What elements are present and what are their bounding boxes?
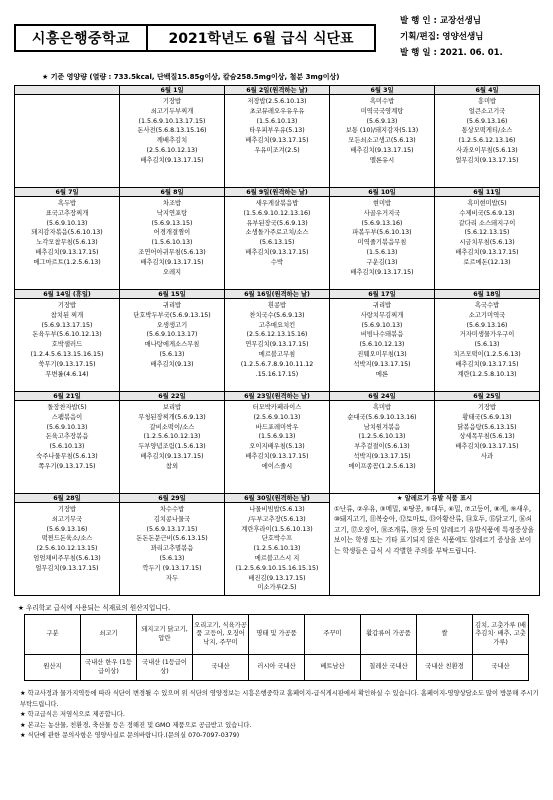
menu-day-cell xyxy=(120,188,225,290)
menu-day-cell xyxy=(225,188,330,290)
menu-items xyxy=(15,197,119,289)
menu-item: 배추김치(9.13.17.15) xyxy=(245,452,309,460)
menu-item: 배추김치(9.13.17.15) xyxy=(350,146,414,154)
origin-value-cell: 국내산 한우 (1등급이상) xyxy=(81,655,137,681)
note-line: ★ 본교는 농산물, 친환경, 축산물 등은 정해진 및 GMO 제품으로 공급받고 있습니다. xyxy=(20,721,252,729)
menu-week-row xyxy=(15,86,540,188)
origin-header-cell: 쇠고기 xyxy=(81,615,137,655)
allergy-notice xyxy=(330,494,540,596)
menu-item: 석박지(9.13.17.15) xyxy=(353,452,411,460)
menu-item: 닭볶음탕(5.6.13.15) xyxy=(457,423,517,431)
day-label: 6월 24일 xyxy=(330,392,434,401)
menu-day-cell xyxy=(15,392,120,494)
menu-items xyxy=(330,95,434,187)
menu-item: 배추김치(9.13.17.15) xyxy=(245,137,309,145)
day-label: 6월 11일 xyxy=(435,188,539,197)
menu-item: 상세목무침(5.6.13) xyxy=(459,433,515,441)
header xyxy=(14,10,540,66)
menu-item: 사과오이무침(5.6.13) xyxy=(456,146,518,154)
menu-item: 호박샐러드 xyxy=(51,341,83,349)
menu-items xyxy=(15,95,119,187)
menu-day-cell xyxy=(435,188,540,290)
menu-item: 숙주나물무침(5.6.13) xyxy=(36,452,98,460)
menu-item: 오레지 xyxy=(162,268,182,276)
menu-item: (1.2.5.6.10.12.13) xyxy=(143,433,201,441)
menu-item: (5.6.9.13.15) xyxy=(151,219,193,227)
menu-day-cell xyxy=(435,290,540,392)
menu-item: (5.6.9.13.17.15) xyxy=(41,321,93,329)
menu-item: 계란후라이(1.5.6.10.13) xyxy=(241,525,313,533)
menu-item: 돼지감자볶음(5.6.10.13) xyxy=(31,229,103,237)
menu-item: 노각모참무침(5.6.13) xyxy=(36,239,98,247)
menu-item: 터모박카페라이스 xyxy=(252,404,302,411)
menu-item: 새우게살볶음밥 xyxy=(255,200,299,207)
menu-day-cell xyxy=(120,86,225,188)
menu-item: 흑두밥 xyxy=(57,200,77,207)
menu-day-cell xyxy=(330,188,435,290)
notes xyxy=(14,689,540,742)
origin-header-cell: 쌀 xyxy=(417,615,473,655)
menu-item: 흥미밥 xyxy=(477,98,497,105)
menu-item: 통상모떡게티/소스 xyxy=(461,127,513,135)
menu-items xyxy=(330,401,434,493)
menu-items xyxy=(120,503,224,595)
origin-header-cell: 명태 및 가공품 xyxy=(249,615,305,655)
menu-item: (1.5.6.9.10.13.17.15) xyxy=(138,117,206,125)
menu-item: (1.2.5.6.9.10.15.16.15.15) xyxy=(235,564,319,572)
menu-item: 진퉤오미무침(13) xyxy=(357,350,407,358)
menu-item: 어경개결찜이 xyxy=(153,229,191,237)
menu-items xyxy=(435,95,539,187)
origin-value-cell: 칠레산 국내산 xyxy=(361,655,417,681)
menu-item: 흑미밥 xyxy=(372,404,392,411)
day-label: 6월 29일 xyxy=(120,494,224,503)
menu-item: 모든쇠소고생고(5.6.13) xyxy=(348,137,416,145)
allergy-header: ★ 알레르기 유발 식품 표시 xyxy=(396,495,473,502)
origin-table xyxy=(24,614,529,681)
origin-value-cell: 국내산 (1등급이상) xyxy=(137,655,193,681)
menu-item: 소생돌가주로고치/소스 xyxy=(245,229,309,237)
menu-item: 얼무김치(9.13.17.15) xyxy=(455,156,519,164)
menu-day-cell xyxy=(435,392,540,494)
day-label: 6월 8일 xyxy=(120,188,224,197)
origin-value-cell: 국내산 xyxy=(473,655,529,681)
menu-week-row xyxy=(15,392,540,494)
menu-item: (5.6.9.10.13) xyxy=(361,321,403,329)
menu-item: (2.5.6.12.13.15.16) xyxy=(246,331,308,339)
menu-item: 오이지배우침(5.13) xyxy=(249,443,305,451)
menu-item: 배추김치(9.13.17.15) xyxy=(245,248,309,256)
menu-day-cell xyxy=(330,86,435,188)
menu-item: 미소가루(2.5) xyxy=(257,584,297,592)
menu-item: 흑미수밥 xyxy=(369,98,395,105)
menu-item: (5.6.13) xyxy=(159,350,185,358)
menu-item: (1.2.5.6.10.13) xyxy=(358,433,406,441)
nutrition-standard: ★ 기준 영양량 (열량 : 733.5kcal, 단백질15.85g이상, 칼슘258.5mg이상, 철분 3mg이상) xyxy=(42,73,340,81)
menu-items xyxy=(330,299,434,391)
menu-items xyxy=(120,197,224,289)
menu-item: (5.6.9.13.16) xyxy=(466,117,508,125)
menu-item: 수박 xyxy=(270,258,284,266)
menu-item: (5.6.9.10.13.17) xyxy=(146,331,198,339)
day-label: 6월 10일 xyxy=(330,188,434,197)
origin-header-cell: 주꾸미 xyxy=(305,615,361,655)
day-label: 6월 1일 xyxy=(120,86,224,95)
menu-sheet xyxy=(14,10,540,742)
menu-item: 쇠고기무국 xyxy=(51,515,83,523)
menu-item: 순대국(5.6.9.10.13.16) xyxy=(347,413,417,421)
menu-item: (5.6.9.10.13) xyxy=(46,423,88,431)
menu-day-cell xyxy=(15,86,120,188)
menu-item: 찬치국수(5.6.9.13) xyxy=(249,311,305,319)
menu-item: (5.6.13) xyxy=(474,341,500,349)
menu-item: 쑥무기(9.13.17.15) xyxy=(38,360,96,368)
menu-item: 오생생고기 xyxy=(156,321,188,329)
origin-header-cell: 오리고기, 식육가공품 고등어, 오징어 낙지, 주꾸미 xyxy=(193,615,249,655)
menu-item: 꽈리고추멸볶음 xyxy=(150,545,194,553)
menu-item: 갈비소떡이/소스 xyxy=(149,423,195,431)
day-label: 6월 17일 xyxy=(330,290,434,299)
day-label: 6월 18일 xyxy=(435,290,539,299)
note-line: ★ 학교사정과 물가지역등에 따라 식단이 변경될 수 있으며 위 식단의 영양정보는 시흥은행중학교 홈페이지-급식게시판에서 확인하실 수 있습니다. 홈페이지-영양상담소도 많이 방문해 주시기 부탁드립니다. xyxy=(20,690,539,708)
menu-item: 배진김(9.13.17.15) xyxy=(248,574,306,582)
menu-items xyxy=(15,401,119,493)
menu-item: (1.2.4.5.6.13.15.16.15) xyxy=(30,350,104,358)
menu-item: 시금치무침(5.6.13) xyxy=(459,239,515,247)
menu-item: 돈돈돈문근비(5.6.13.15) xyxy=(136,535,208,543)
menu-item: 우유미조겨(2.5) xyxy=(254,146,300,154)
menu-item: 메르블고스시 지 xyxy=(254,554,300,562)
menu-item: 기장밥 xyxy=(57,506,77,513)
menu-item: (5.6.10.13) xyxy=(49,443,85,451)
menu-item: 매나탕에게소스무침 xyxy=(144,341,200,349)
origin-header-cell: 구분 xyxy=(25,615,81,655)
menu-item: 자두 xyxy=(165,574,179,582)
origin-value-row xyxy=(25,655,529,681)
menu-items xyxy=(120,299,224,391)
menu-item: 배추김치(9.13.17.15) xyxy=(455,248,519,256)
school-name: 시흥은행중학교 xyxy=(14,24,146,52)
menu-items xyxy=(120,401,224,493)
menu-item: /두부고추장(5.6.13) xyxy=(248,515,306,523)
origin-value-cell: 국내산 xyxy=(193,655,249,681)
menu-item: 표국고추장찌개 xyxy=(45,209,89,217)
menu-item: (5.6.9.13.16) xyxy=(361,219,403,227)
menu-item: 메그마르트(1.2.5.6.13) xyxy=(33,258,101,266)
menu-week-row xyxy=(15,494,540,596)
menu-item: 떡찐드돈육소/소스 xyxy=(41,535,93,543)
menu-item: (1.5.6.13) xyxy=(366,248,398,256)
menu-item: 남치원겨볶음 xyxy=(363,423,401,431)
menu-items xyxy=(330,197,434,289)
publisher: 발 행 인 : 교장선생님 xyxy=(400,16,481,26)
menu-item: 메론 xyxy=(375,370,389,378)
menu-item: (1.5.6.10.13) xyxy=(151,239,193,247)
day-label: 6월 25일 xyxy=(435,392,539,401)
menu-item: 황태국(5.6.9.13) xyxy=(462,413,512,421)
day-label: 6월 30일(원격하는 날) xyxy=(225,494,329,503)
menu-item: 보리밥 xyxy=(162,404,182,411)
menu-items xyxy=(435,299,539,391)
menu-items xyxy=(435,401,539,493)
menu-item: (2.5.6.10.12.13) xyxy=(146,146,198,154)
day-label: 6월 2일(원격하는 날) xyxy=(225,86,329,95)
menu-item: 비빔나수돼볶음 xyxy=(360,331,404,339)
menu-item: 깨배추김치 xyxy=(156,137,188,145)
menu-item: 거자미생물가우구이 xyxy=(459,331,515,339)
menu-item: 같다리 소스돼지구이 xyxy=(458,219,516,227)
menu-item: 돈육두부(5.6.10.12.13) xyxy=(32,331,102,339)
menu-item: (5.6.9.13.16) xyxy=(46,525,88,533)
menu-day-cell xyxy=(330,392,435,494)
menu-item: 저장밥(2.5.6.10.13) xyxy=(247,98,307,105)
page-title: 2021학년도 6월 급식 식단표 xyxy=(146,24,376,52)
menu-items xyxy=(225,95,329,187)
menu-item: 기장밥 xyxy=(57,302,77,309)
menu-item: 참치된 찌개 xyxy=(50,311,84,319)
menu-week-row xyxy=(15,188,540,290)
menu-item: 사랑치무김찌개 xyxy=(360,311,404,319)
menu-item: 타우피부우유(5.13) xyxy=(249,127,305,135)
day-label xyxy=(15,86,119,95)
menu-item: 귀리밥 xyxy=(372,302,392,309)
menu-item: 흑미현미밥(5) xyxy=(467,200,507,207)
menu-item: 기장밥 xyxy=(162,98,182,105)
menu-item: 낙지연포탕 xyxy=(156,209,188,217)
menu-item: 흑국수밥 xyxy=(474,302,500,309)
menu-item: 보통 (10)/돼지감자(5.13) xyxy=(345,127,419,135)
day-label: 6월 3일 xyxy=(330,86,434,95)
menu-item: 소고기미역국 xyxy=(468,311,506,319)
origin-value-cell: 러시아 국내산 xyxy=(249,655,305,681)
origin-header-cell: 김치, 고춧가루 (배추김치· 배추, 고춧가루) xyxy=(473,615,529,655)
menu-item: (1.2.5.6.12.13.16) xyxy=(458,137,516,145)
publish-date: 발 행 일 : 2021. 06. 01. xyxy=(400,48,503,58)
menu-item: 구운김(13) xyxy=(366,258,398,266)
origin-header-cell: 활갑류어 가공품 xyxy=(361,615,417,655)
menu-item: 돌장찬자밥(5) xyxy=(47,404,87,411)
menu-table xyxy=(14,85,540,596)
menu-item: 배추김치(9.13.17.15) xyxy=(350,268,414,276)
day-label: 6월 7일 xyxy=(15,188,119,197)
menu-day-cell xyxy=(225,392,330,494)
menu-item: 미역국국영계탕 xyxy=(360,107,404,115)
menu-items xyxy=(435,197,539,289)
menu-day-cell xyxy=(15,188,120,290)
day-label: 6월 28일 xyxy=(15,494,119,503)
menu-item: 파볶두부(5.6.10.13) xyxy=(352,229,412,237)
origin-header-cell: 돼지고기 닭고기, 압란 xyxy=(137,615,193,655)
menu-item: 단호박두부국(5.6.9.13.15) xyxy=(133,311,211,319)
menu-item: 배추김치(9.13.17.15) xyxy=(140,156,204,164)
menu-item: (1.2.5.6.7.8.9.10.11.12 xyxy=(240,360,314,368)
menu-item: (2.5.6.10.12.13.15) xyxy=(36,545,98,553)
day-label: 6월 23일(원격하는 날) xyxy=(225,392,329,401)
menu-item: (2.5.6.9.10.13) xyxy=(253,413,301,421)
menu-item: (5.6.9.13.17.15) xyxy=(146,525,198,533)
menu-item: 무청된장찌개(5.6.9.13) xyxy=(138,413,206,421)
menu-item: (5.6.12.13.15) xyxy=(464,229,510,237)
day-label: 6월 16일(원격하는 날) xyxy=(225,290,329,299)
menu-item: (1.2.5.6.10.13) xyxy=(253,545,301,553)
note-line: ★ 학교급식은 저염식으로 제공합니다. xyxy=(20,711,125,718)
menu-item: 기장밥 xyxy=(477,404,497,411)
menu-item: (1.5.6.10.13) xyxy=(256,117,298,125)
menu-item: 유부된장국(5.6.9.13) xyxy=(246,219,308,227)
menu-item: (5.6.9.13.16) xyxy=(466,321,508,329)
menu-item: 석박지(9.13.17.15) xyxy=(353,360,411,368)
menu-item: 계란(1.2.5.8.10.13) xyxy=(457,370,517,378)
menu-item: 김치콩나물국 xyxy=(153,515,191,523)
menu-item: 흰콩밥 xyxy=(267,302,287,309)
day-label: 6월 21일 xyxy=(15,392,119,401)
menu-item: 초코뮤레오우유우유 xyxy=(249,107,305,115)
menu-day-cell xyxy=(225,86,330,188)
note-line: ★ 식단에 관한 문의사항은 영양사실로 문의바랍니다.(문의실 070-7097-0379) xyxy=(20,732,240,739)
day-label: 6월 15일 xyxy=(120,290,224,299)
origin-value-cell: 원산지 xyxy=(25,655,81,681)
menu-item: 현미밥 xyxy=(372,200,392,207)
allergy-body: ①난류, ②우유, ③메밀, ④땅콩, ⑤대두, ⑥밀, ⑦고등어, ⑧게, ⑨새우, ⑩돼지고기, ⑪복숭아, ⑫토마토, ⑬아황산류, ⑭호두, ⑮닭고기, ⑯쇠고기, ⑰오징어, ⑱조개류, ⑲잣 등의 알레르기 유발식품에 특정증상을 보이는 학생 또는 기타 표기되지 않은 식품에도 알레르기 증상을 보이는 학생들은 급식 시 각별한 주의를 부탁드립니다. xyxy=(334,504,534,555)
menu-day-cell xyxy=(225,494,330,596)
menu-item: 얼큰소고기국 xyxy=(468,107,506,115)
origin-header-row xyxy=(25,615,529,655)
menu-item: 돈육고추장볶음 xyxy=(45,433,89,441)
menu-item: 엄엄채비주무침(5.6.13) xyxy=(33,554,101,562)
menu-item: 배추김치(9.13.17.15) xyxy=(35,248,99,256)
menu-item: 에이스줄시 xyxy=(261,462,293,470)
menu-item: 얼무김치(9.13.17.15) xyxy=(35,564,99,572)
menu-item: 치즈모떡이(1.2.5.6.13) xyxy=(453,350,521,358)
menu-item: 바드포레미싹우 xyxy=(255,423,299,431)
menu-day-cell xyxy=(15,494,120,596)
menu-item: 조연어아귀무침(5.6.13) xyxy=(138,248,206,256)
origin-title: ★ 우리학교 급식에 사용되는 식재료의 원산지입니다. xyxy=(18,604,171,612)
menu-item: 귀리밥 xyxy=(162,302,182,309)
menu-item: 쪽우기(9.13.17.15) xyxy=(38,462,96,470)
menu-item: 메르블고무침 xyxy=(258,350,296,358)
menu-items xyxy=(225,503,329,595)
menu-item: 배추김치(9.13.17.15) xyxy=(455,360,519,368)
menu-item: (5.6.9.10.13) xyxy=(46,219,88,227)
menu-item: 참외 xyxy=(165,462,179,470)
menu-item: 부추겉절이(5.6.13) xyxy=(354,443,410,451)
menu-item: 메이프종꼼(1.2.5.6.13) xyxy=(348,462,416,470)
menu-day-cell xyxy=(120,392,225,494)
menu-item: 쇠고기두부찌개 xyxy=(150,107,194,115)
menu-items xyxy=(15,503,119,595)
menu-item: 배추김치(9.13.17.15) xyxy=(140,452,204,460)
menu-item: (1.5.6.9.13) xyxy=(258,433,296,441)
menu-item: 무변롤(4.6.14) xyxy=(45,370,89,378)
menu-item: 로르메돈(12.13) xyxy=(463,258,511,266)
menu-item: 돈사전(5.6.8.13.15.16) xyxy=(137,127,207,135)
menu-items xyxy=(225,401,329,493)
menu-item: 사과 xyxy=(480,452,494,460)
menu-items xyxy=(225,197,329,289)
menu-items xyxy=(120,95,224,187)
menu-item: 배추김치(9.13) xyxy=(150,360,194,368)
menu-item: 배추김치(9.13.17.15) xyxy=(455,443,519,451)
menu-day-cell xyxy=(330,290,435,392)
menu-item: (1.5.6.9.10.12.13.16) xyxy=(243,209,311,217)
day-label: 6월 4일 xyxy=(435,86,539,95)
publication-info xyxy=(376,10,540,66)
menu-item: 나물비빔밥(5.6.13) xyxy=(249,506,305,513)
menu-item: 고추매요치킨 xyxy=(258,321,296,329)
menu-item: 연무김치(9.13.17.15) xyxy=(245,341,309,349)
menu-item: 미역줄기볶음무침 xyxy=(357,239,407,247)
menu-item: 차수수밥 xyxy=(159,506,185,513)
menu-day-cell xyxy=(225,290,330,392)
day-label: 6월 14일 (휴일) xyxy=(15,290,119,299)
menu-items xyxy=(15,299,119,391)
menu-item: (5.6.13.15) xyxy=(259,239,295,247)
menu-item: 차조밥 xyxy=(162,200,182,207)
menu-item: 스팸볶음이 xyxy=(51,413,83,421)
menu-day-cell xyxy=(120,494,225,596)
menu-week-row xyxy=(15,290,540,392)
origin-value-cell: 국내산 친환경 xyxy=(417,655,473,681)
menu-items xyxy=(225,299,329,391)
menu-item: 깍두기 (9.13.17.15) xyxy=(142,564,202,572)
menu-item: 수제비국(5.6.9.13) xyxy=(459,209,515,217)
origin-value-cell: 베트남산 xyxy=(305,655,361,681)
menu-item: (5.6.10.12.13) xyxy=(359,341,405,349)
menu-item: 두부양념조림(1.5.6.13) xyxy=(138,443,206,451)
day-label: 6월 22일 xyxy=(120,392,224,401)
menu-item: 사골우거지국 xyxy=(363,209,401,217)
editor: 기획/편집: 영양선생님 xyxy=(400,32,484,42)
menu-day-cell xyxy=(120,290,225,392)
menu-day-cell xyxy=(435,86,540,188)
menu-item: 배추김치(9.13.17.15) xyxy=(140,258,204,266)
menu-item: 멜론유시 xyxy=(369,156,395,164)
menu-item: (5.6.9.13) xyxy=(366,117,398,125)
menu-day-cell xyxy=(15,290,120,392)
menu-item: 단호박수프 xyxy=(261,535,293,543)
menu-item: (5.6.13) xyxy=(159,554,185,562)
menu-item: .15.16.17.15) xyxy=(255,370,299,378)
day-label: 6월 9일(원격하는 날) xyxy=(225,188,329,197)
